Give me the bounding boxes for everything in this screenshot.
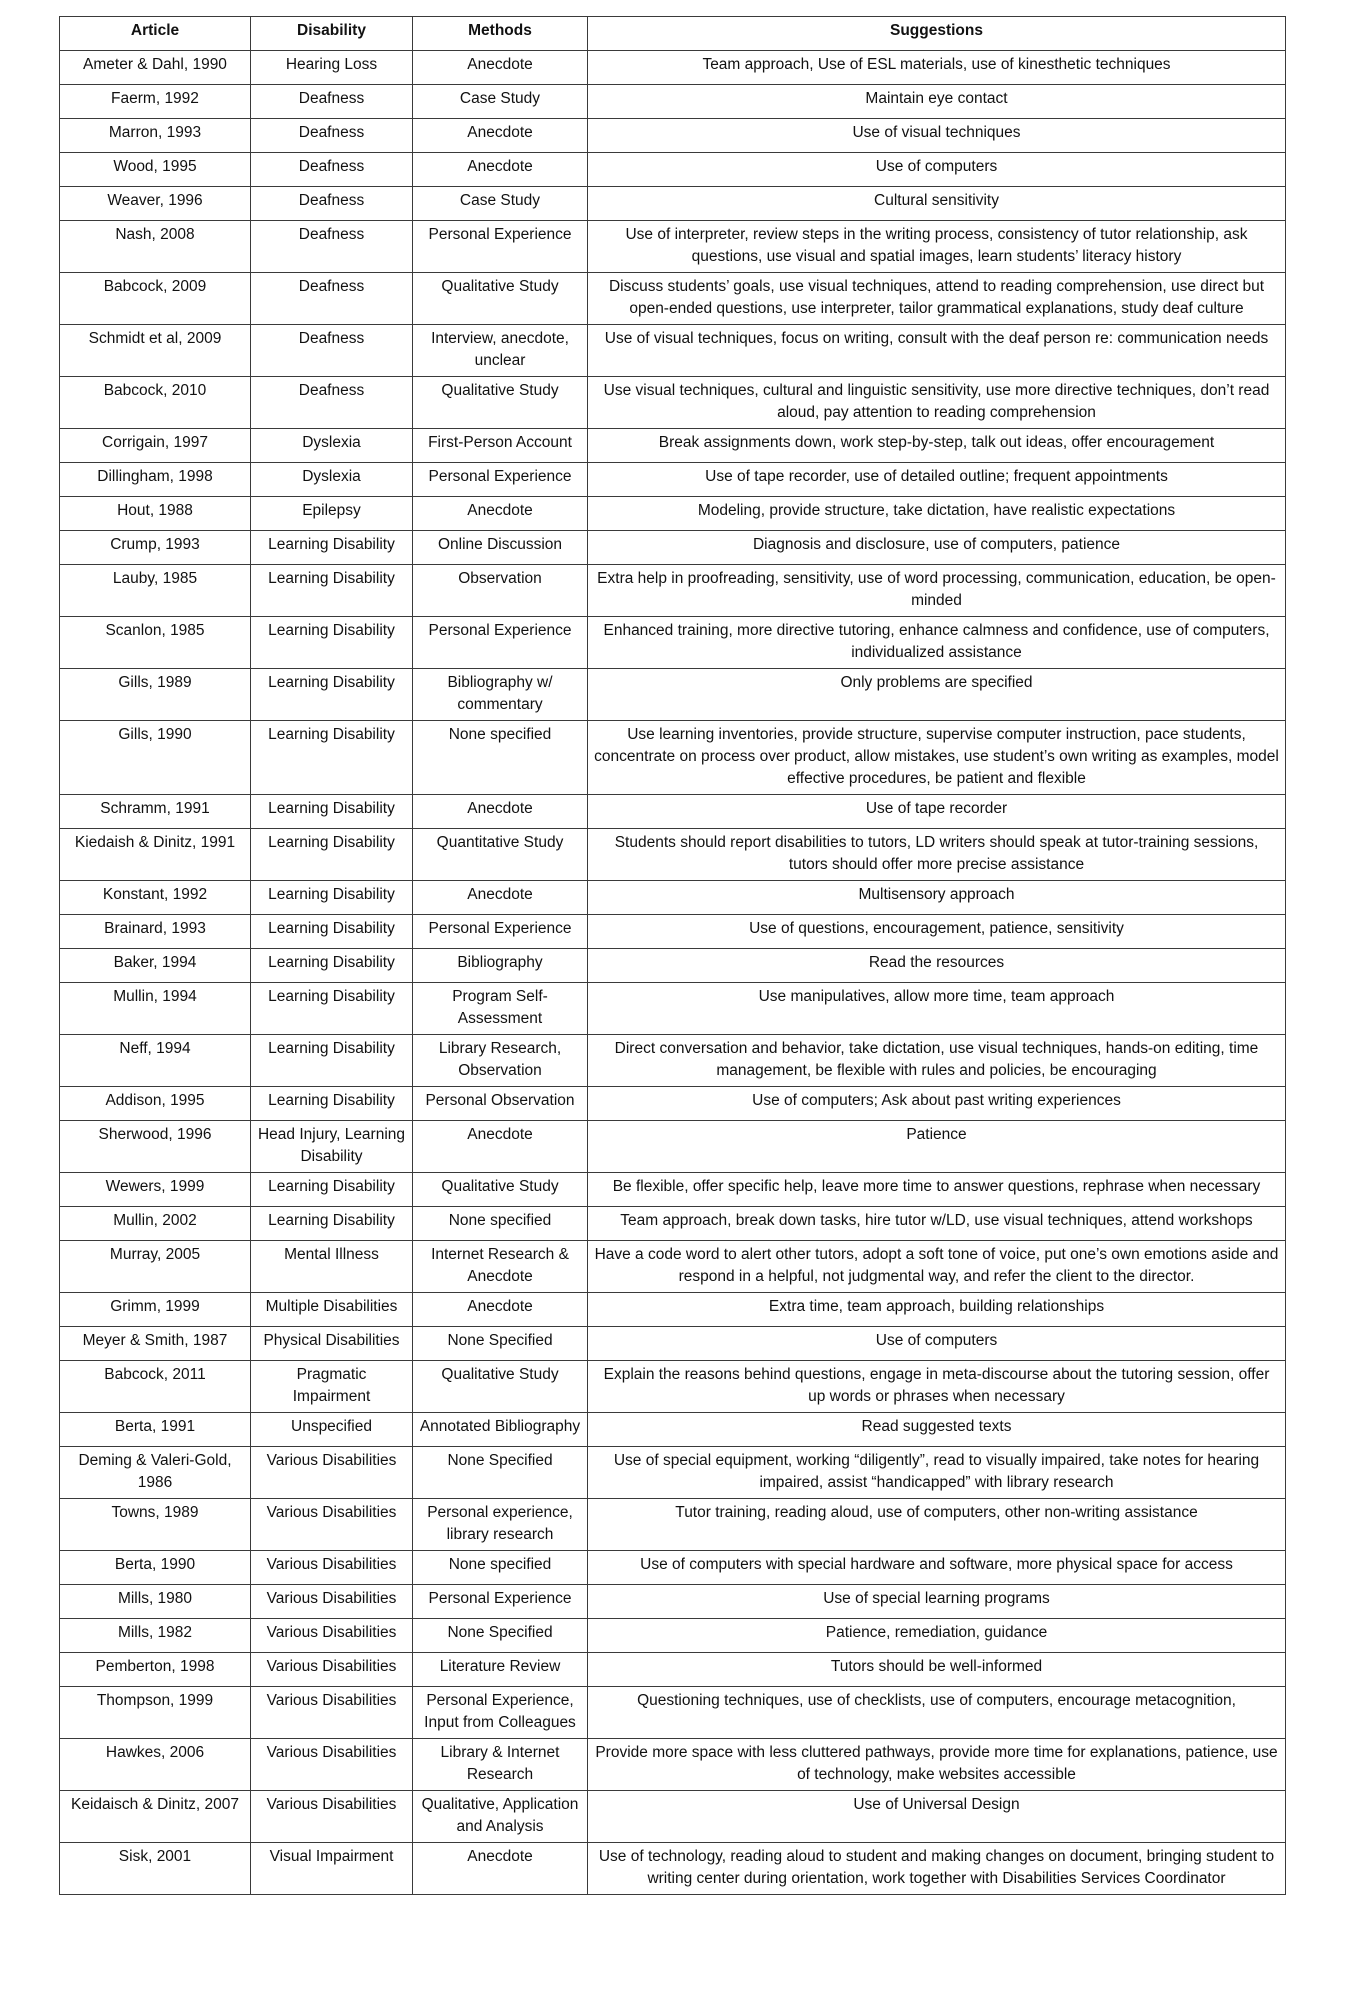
cell-disability: Various Disabilities	[251, 1739, 413, 1791]
cell-suggestions: Have a code word to alert other tutors, adopt a soft tone of voice, put one’s own emotions aside and respond in a helpful, not judgmental way, and refer the client to the director.	[588, 1241, 1286, 1293]
table-row	[60, 1361, 1286, 1413]
cell-methods: Bibliography	[413, 949, 588, 983]
cell-suggestions: Use visual techniques, cultural and linguistic sensitivity, use more directive techniques, don’t read aloud, pay attention to reading comprehension	[588, 377, 1286, 429]
cell-disability: Learning Disability	[251, 565, 413, 617]
table-row	[60, 1173, 1286, 1207]
header-suggestions: Suggestions	[588, 17, 1286, 51]
table-row	[60, 1499, 1286, 1551]
cell-disability: Learning Disability	[251, 1207, 413, 1241]
cell-disability: Mental Illness	[251, 1241, 413, 1293]
cell-disability: Epilepsy	[251, 497, 413, 531]
cell-methods: Case Study	[413, 187, 588, 221]
cell-suggestions: Use of interpreter, review steps in the writing process, consistency of tutor relationship, ask questions, use visual and spatial images, learn students’ literacy history	[588, 221, 1286, 273]
cell-article: Crump, 1993	[60, 531, 251, 565]
cell-article: Nash, 2008	[60, 221, 251, 273]
table-row	[60, 1241, 1286, 1293]
table-row	[60, 1327, 1286, 1361]
cell-suggestions: Enhanced training, more directive tutoring, enhance calmness and confidence, use of computers, individualized assistance	[588, 617, 1286, 669]
cell-disability: Various Disabilities	[251, 1499, 413, 1551]
cell-article: Meyer & Smith, 1987	[60, 1327, 251, 1361]
table-row	[60, 915, 1286, 949]
cell-article: Gills, 1990	[60, 721, 251, 795]
table-row	[60, 85, 1286, 119]
cell-suggestions: Use of computers; Ask about past writing experiences	[588, 1087, 1286, 1121]
table-row	[60, 1551, 1286, 1585]
cell-article: Neff, 1994	[60, 1035, 251, 1087]
cell-article: Keidaisch & Dinitz, 2007	[60, 1791, 251, 1843]
cell-methods: Program Self-Assessment	[413, 983, 588, 1035]
cell-disability: Visual Impairment	[251, 1843, 413, 1895]
cell-suggestions: Patience, remediation, guidance	[588, 1619, 1286, 1653]
table-row	[60, 1447, 1286, 1499]
cell-disability: Various Disabilities	[251, 1585, 413, 1619]
cell-disability: Learning Disability	[251, 949, 413, 983]
cell-article: Mullin, 2002	[60, 1207, 251, 1241]
cell-suggestions: Diagnosis and disclosure, use of computers, patience	[588, 531, 1286, 565]
cell-article: Sisk, 2001	[60, 1843, 251, 1895]
cell-methods: Interview, anecdote, unclear	[413, 325, 588, 377]
table-row	[60, 881, 1286, 915]
table-row	[60, 1035, 1286, 1087]
cell-methods: Personal Experience	[413, 915, 588, 949]
cell-article: Schramm, 1991	[60, 795, 251, 829]
cell-suggestions: Cultural sensitivity	[588, 187, 1286, 221]
cell-suggestions: Extra time, team approach, building relationships	[588, 1293, 1286, 1327]
cell-methods: Observation	[413, 565, 588, 617]
cell-suggestions: Use of tape recorder, use of detailed outline; frequent appointments	[588, 463, 1286, 497]
cell-methods: Personal Observation	[413, 1087, 588, 1121]
cell-disability: Multiple Disabilities	[251, 1293, 413, 1327]
cell-disability: Learning Disability	[251, 669, 413, 721]
cell-suggestions: Use of visual techniques, focus on writing, consult with the deaf person re: communication needs	[588, 325, 1286, 377]
cell-suggestions: Read the resources	[588, 949, 1286, 983]
cell-article: Brainard, 1993	[60, 915, 251, 949]
cell-methods: Case Study	[413, 85, 588, 119]
table-row	[60, 119, 1286, 153]
cell-disability: Head Injury, Learning Disability	[251, 1121, 413, 1173]
table-row	[60, 429, 1286, 463]
cell-suggestions: Explain the reasons behind questions, engage in meta-discourse about the tutoring session, offer up words or phrases when necessary	[588, 1361, 1286, 1413]
table-row	[60, 1619, 1286, 1653]
cell-article: Thompson, 1999	[60, 1687, 251, 1739]
table-body	[60, 51, 1286, 1895]
cell-suggestions: Use of computers	[588, 153, 1286, 187]
cell-disability: Learning Disability	[251, 617, 413, 669]
cell-disability: Learning Disability	[251, 721, 413, 795]
cell-suggestions: Read suggested texts	[588, 1413, 1286, 1447]
table-row	[60, 1653, 1286, 1687]
cell-disability: Pragmatic Impairment	[251, 1361, 413, 1413]
table-row	[60, 565, 1286, 617]
table-row	[60, 1087, 1286, 1121]
table-row	[60, 1791, 1286, 1843]
cell-suggestions: Team approach, break down tasks, hire tutor w/LD, use visual techniques, attend workshops	[588, 1207, 1286, 1241]
cell-article: Ameter & Dahl, 1990	[60, 51, 251, 85]
cell-article: Baker, 1994	[60, 949, 251, 983]
cell-disability: Deafness	[251, 187, 413, 221]
table-row	[60, 721, 1286, 795]
cell-disability: Various Disabilities	[251, 1791, 413, 1843]
table-row	[60, 273, 1286, 325]
table-row	[60, 153, 1286, 187]
cell-disability: Learning Disability	[251, 531, 413, 565]
cell-suggestions: Patience	[588, 1121, 1286, 1173]
cell-methods: Personal Experience	[413, 221, 588, 273]
cell-disability: Learning Disability	[251, 983, 413, 1035]
cell-suggestions: Only problems are specified	[588, 669, 1286, 721]
cell-methods: Anecdote	[413, 1293, 588, 1327]
cell-methods: Personal Experience	[413, 1585, 588, 1619]
cell-disability: Deafness	[251, 85, 413, 119]
cell-suggestions: Tutor training, reading aloud, use of computers, other non-writing assistance	[588, 1499, 1286, 1551]
cell-suggestions: Use of computers with special hardware and software, more physical space for access	[588, 1551, 1286, 1585]
cell-suggestions: Break assignments down, work step-by-step, talk out ideas, offer encouragement	[588, 429, 1286, 463]
cell-suggestions: Modeling, provide structure, take dictation, have realistic expectations	[588, 497, 1286, 531]
cell-article: Berta, 1990	[60, 1551, 251, 1585]
cell-suggestions: Be flexible, offer specific help, leave more time to answer questions, rephrase when necessary	[588, 1173, 1286, 1207]
cell-methods: Personal Experience, Input from Colleagues	[413, 1687, 588, 1739]
cell-disability: Various Disabilities	[251, 1447, 413, 1499]
table-row	[60, 1843, 1286, 1895]
cell-disability: Unspecified	[251, 1413, 413, 1447]
cell-disability: Various Disabilities	[251, 1551, 413, 1585]
header-disability: Disability	[251, 17, 413, 51]
cell-suggestions: Use of questions, encouragement, patience, sensitivity	[588, 915, 1286, 949]
cell-disability: Dyslexia	[251, 429, 413, 463]
cell-disability: Learning Disability	[251, 795, 413, 829]
cell-article: Weaver, 1996	[60, 187, 251, 221]
cell-suggestions: Use of technology, reading aloud to student and making changes on document, bringing student to writing center during orientation, work together with Disabilities Services Coordinator	[588, 1843, 1286, 1895]
cell-article: Hout, 1988	[60, 497, 251, 531]
table-row	[60, 795, 1286, 829]
cell-disability: Various Disabilities	[251, 1619, 413, 1653]
cell-article: Sherwood, 1996	[60, 1121, 251, 1173]
cell-methods: None specified	[413, 1207, 588, 1241]
cell-suggestions: Students should report disabilities to tutors, LD writers should speak at tutor-training sessions, tutors should offer more precise assistance	[588, 829, 1286, 881]
cell-disability: Learning Disability	[251, 1035, 413, 1087]
cell-methods: Library & Internet Research	[413, 1739, 588, 1791]
table-row	[60, 463, 1286, 497]
cell-methods: Personal Experience	[413, 617, 588, 669]
cell-article: Towns, 1989	[60, 1499, 251, 1551]
cell-article: Scanlon, 1985	[60, 617, 251, 669]
cell-methods: Anecdote	[413, 1843, 588, 1895]
cell-article: Deming & Valeri-Gold, 1986	[60, 1447, 251, 1499]
cell-disability: Dyslexia	[251, 463, 413, 497]
cell-methods: Quantitative Study	[413, 829, 588, 881]
cell-article: Murray, 2005	[60, 1241, 251, 1293]
cell-methods: Personal Experience	[413, 463, 588, 497]
cell-article: Wood, 1995	[60, 153, 251, 187]
cell-suggestions: Discuss students’ goals, use visual techniques, attend to reading comprehension, use direct but open-ended questions, use interpreter, tailor grammatical explanations, study deaf culture	[588, 273, 1286, 325]
cell-methods: Qualitative Study	[413, 377, 588, 429]
cell-methods: Qualitative, Application and Analysis	[413, 1791, 588, 1843]
cell-methods: Anecdote	[413, 153, 588, 187]
cell-disability: Deafness	[251, 325, 413, 377]
table-row	[60, 187, 1286, 221]
table-row	[60, 221, 1286, 273]
cell-methods: None Specified	[413, 1327, 588, 1361]
cell-suggestions: Use of visual techniques	[588, 119, 1286, 153]
table-row	[60, 377, 1286, 429]
cell-article: Kiedaish & Dinitz, 1991	[60, 829, 251, 881]
cell-suggestions: Provide more space with less cluttered pathways, provide more time for explanations, patience, use of technology, make websites accessible	[588, 1739, 1286, 1791]
cell-methods: None specified	[413, 1551, 588, 1585]
cell-suggestions: Maintain eye contact	[588, 85, 1286, 119]
cell-article: Grimm, 1999	[60, 1293, 251, 1327]
cell-article: Mullin, 1994	[60, 983, 251, 1035]
cell-methods: Online Discussion	[413, 531, 588, 565]
cell-methods: Qualitative Study	[413, 1173, 588, 1207]
cell-article: Schmidt et al, 2009	[60, 325, 251, 377]
cell-disability: Learning Disability	[251, 1087, 413, 1121]
cell-article: Marron, 1993	[60, 119, 251, 153]
header-row	[60, 17, 1286, 51]
cell-methods: Personal experience, library research	[413, 1499, 588, 1551]
cell-methods: Qualitative Study	[413, 273, 588, 325]
cell-suggestions: Use of tape recorder	[588, 795, 1286, 829]
cell-suggestions: Questioning techniques, use of checklists, use of computers, encourage metacognition,	[588, 1687, 1286, 1739]
cell-disability: Physical Disabilities	[251, 1327, 413, 1361]
cell-disability: Deafness	[251, 119, 413, 153]
cell-article: Dillingham, 1998	[60, 463, 251, 497]
cell-article: Mills, 1980	[60, 1585, 251, 1619]
table-row	[60, 617, 1286, 669]
cell-methods: Qualitative Study	[413, 1361, 588, 1413]
cell-article: Addison, 1995	[60, 1087, 251, 1121]
cell-disability: Deafness	[251, 221, 413, 273]
table-row	[60, 325, 1286, 377]
table-row	[60, 1413, 1286, 1447]
cell-methods: Anecdote	[413, 51, 588, 85]
cell-methods: Anecdote	[413, 1121, 588, 1173]
table-row	[60, 51, 1286, 85]
cell-article: Babcock, 2011	[60, 1361, 251, 1413]
cell-suggestions: Use manipulatives, allow more time, team approach	[588, 983, 1286, 1035]
table-row	[60, 497, 1286, 531]
cell-methods: Bibliography w/ commentary	[413, 669, 588, 721]
table-row	[60, 1687, 1286, 1739]
literature-review-table	[59, 16, 1286, 1895]
cell-article: Konstant, 1992	[60, 881, 251, 915]
cell-article: Babcock, 2009	[60, 273, 251, 325]
cell-article: Gills, 1989	[60, 669, 251, 721]
cell-article: Corrigain, 1997	[60, 429, 251, 463]
table-row	[60, 1585, 1286, 1619]
table-row	[60, 531, 1286, 565]
cell-methods: Annotated Bibliography	[413, 1413, 588, 1447]
table-row	[60, 1739, 1286, 1791]
cell-methods: Anecdote	[413, 795, 588, 829]
table-row	[60, 1207, 1286, 1241]
cell-suggestions: Use of special equipment, working “diligently”, read to visually impaired, take notes for hearing impaired, assist “handicapped” with library research	[588, 1447, 1286, 1499]
cell-article: Babcock, 2010	[60, 377, 251, 429]
cell-suggestions: Use of computers	[588, 1327, 1286, 1361]
table-row	[60, 1121, 1286, 1173]
header-methods: Methods	[413, 17, 588, 51]
cell-suggestions: Team approach, Use of ESL materials, use of kinesthetic techniques	[588, 51, 1286, 85]
cell-disability: Various Disabilities	[251, 1653, 413, 1687]
cell-article: Hawkes, 2006	[60, 1739, 251, 1791]
cell-disability: Hearing Loss	[251, 51, 413, 85]
cell-methods: None Specified	[413, 1447, 588, 1499]
cell-article: Wewers, 1999	[60, 1173, 251, 1207]
cell-article: Mills, 1982	[60, 1619, 251, 1653]
cell-disability: Learning Disability	[251, 881, 413, 915]
table-row	[60, 669, 1286, 721]
cell-article: Lauby, 1985	[60, 565, 251, 617]
cell-suggestions: Use learning inventories, provide structure, supervise computer instruction, pace students, concentrate on process over product, allow mistakes, use student’s own writing as examples, model effective procedures, be patient and flexible	[588, 721, 1286, 795]
cell-methods: First-Person Account	[413, 429, 588, 463]
cell-suggestions: Multisensory approach	[588, 881, 1286, 915]
cell-disability: Various Disabilities	[251, 1687, 413, 1739]
table-row	[60, 1293, 1286, 1327]
cell-methods: Library Research, Observation	[413, 1035, 588, 1087]
table-row	[60, 949, 1286, 983]
table-row	[60, 829, 1286, 881]
cell-methods: Anecdote	[413, 497, 588, 531]
cell-suggestions: Extra help in proofreading, sensitivity, use of word processing, communication, education, be open-minded	[588, 565, 1286, 617]
cell-suggestions: Direct conversation and behavior, take dictation, use visual techniques, hands-on editing, time management, be flexible with rules and policies, be encouraging	[588, 1035, 1286, 1087]
cell-disability: Learning Disability	[251, 915, 413, 949]
header-article: Article	[60, 17, 251, 51]
cell-suggestions: Tutors should be well-informed	[588, 1653, 1286, 1687]
cell-methods: None specified	[413, 721, 588, 795]
cell-suggestions: Use of special learning programs	[588, 1585, 1286, 1619]
cell-methods: Literature Review	[413, 1653, 588, 1687]
cell-article: Faerm, 1992	[60, 85, 251, 119]
cell-article: Pemberton, 1998	[60, 1653, 251, 1687]
cell-suggestions: Use of Universal Design	[588, 1791, 1286, 1843]
cell-disability: Deafness	[251, 377, 413, 429]
cell-disability: Learning Disability	[251, 829, 413, 881]
cell-methods: Anecdote	[413, 119, 588, 153]
cell-methods: Internet Research & Anecdote	[413, 1241, 588, 1293]
cell-disability: Learning Disability	[251, 1173, 413, 1207]
table-row	[60, 983, 1286, 1035]
cell-disability: Deafness	[251, 273, 413, 325]
cell-disability: Deafness	[251, 153, 413, 187]
cell-methods: None Specified	[413, 1619, 588, 1653]
cell-methods: Anecdote	[413, 881, 588, 915]
cell-article: Berta, 1991	[60, 1413, 251, 1447]
